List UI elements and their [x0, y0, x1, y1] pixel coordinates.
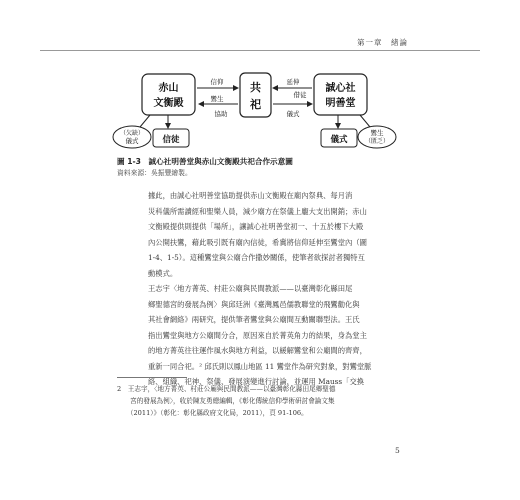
label-faith: 信仰 [210, 78, 224, 86]
ellipse-right-line1: 鸞生 [370, 129, 384, 137]
box-left-line1: 赤山 [158, 83, 179, 94]
box-believers-label: 信徒 [162, 135, 180, 145]
footnote-line: 2 王志宇，〈地方菁英、村莊公廟與民間教派——以臺灣彰化縣田尾鄉聖德 [117, 385, 336, 393]
paragraph-line: 指出鸞堂與地方公廟間分合，原因來自於菁英角力的結果，身為堂主 [148, 330, 367, 340]
paragraph-line: 的地方菁英往往運作風水與地方利益，以緩解鸞堂和公廟間的齊齊， [148, 346, 367, 355]
box-left-line2: 文衡殿 [153, 98, 184, 109]
label-borrow: 借徒 [293, 91, 307, 99]
paragraph-line: 文衡殿提供則提供「場所」，讓誠心社明善堂初一、十五於樓下大殿 [148, 222, 364, 231]
paragraph-line: 據此，由誠心社明善堂協助提供赤山文衡殿在廟內祭典、每月消 [148, 191, 353, 200]
label-luan-sheng-left: 鸞生 [210, 95, 224, 103]
box-right-line2: 明善堂 [325, 98, 356, 109]
figure-caption: 圖 1-3 誠心社明善堂與赤山文衡殿共祀合作示意圖 [117, 157, 293, 166]
paragraph-1 [148, 188, 406, 281]
paragraph-line: 絡、組織、祀神、祭儀、發展演變進行討論，並運用 Mauss「交換 [148, 377, 365, 386]
label-extend: 延伸 [286, 78, 300, 86]
box-center-line1: 共 [250, 81, 261, 94]
box-right-line1: 誠心社 [325, 83, 356, 94]
footnote-rule [117, 377, 187, 378]
ellipse-left-line1: （欠缺） [119, 130, 145, 137]
paragraph-line: 其社會網絡》兩研究，提供筆者鸞堂與公廟間互動關聯型法。王氏 [148, 315, 360, 324]
footnote-line: 宮的發展為例〉，收於陳友勇總編輯，《彰化傳統信仰學術研討會論文集 [117, 397, 335, 405]
paragraph-line: 內公開扶鸞，藉此吸引既有廟內信徒，希冀將信仰延伸至鸞堂內（圖 [148, 237, 367, 247]
label-assist: 協助 [214, 110, 228, 118]
label-ritual-right: 儀式 [286, 110, 300, 118]
footnote-line: （2011）》（彰化：彰化縣政府文化局，2011），頁 91-106。 [117, 409, 308, 417]
box-ritual-label: 儀式 [330, 135, 348, 145]
box-center-line2: 祀 [250, 98, 261, 111]
figure-source: 資料來源：吳振豐繪製。 [117, 169, 192, 177]
paragraph-line: 災科儀所需讀經和聖樂人員，減少廟方在祭儀上龐大支出開銷；赤山 [148, 206, 367, 216]
ellipse-left-line2: 儀式 [125, 137, 139, 145]
cooperation-diagram [0, 0, 520, 180]
ellipse-right-line2: （匱乏） [364, 138, 390, 145]
page-number: 5 [395, 446, 400, 455]
footnote [117, 383, 417, 419]
running-head: 第一章 緒論 [357, 38, 408, 47]
paragraph-2 [148, 281, 406, 390]
paragraph-line: 重新一同合祀。² 邱氏則以鳳山地區 11 鸞堂作為研究對象，對鸞堂脈 [148, 361, 372, 371]
paragraph-line: 1-4、1-5）。這種鸞堂與公廟合作撒妙關係，使筆者欲探討者獨特互 [148, 253, 365, 262]
paragraph-line: 鄉聖德宮的發展為例〉與邱廷洲《臺灣鳳邑儒教聯堂的飛鸞勸化與 [148, 299, 360, 309]
paragraph-line: 王志宇〈地方菁英、村莊公廟與民間教派——以臺灣彰化縣田尾 [148, 284, 353, 293]
paragraph-line: 動模式。 [148, 268, 178, 278]
